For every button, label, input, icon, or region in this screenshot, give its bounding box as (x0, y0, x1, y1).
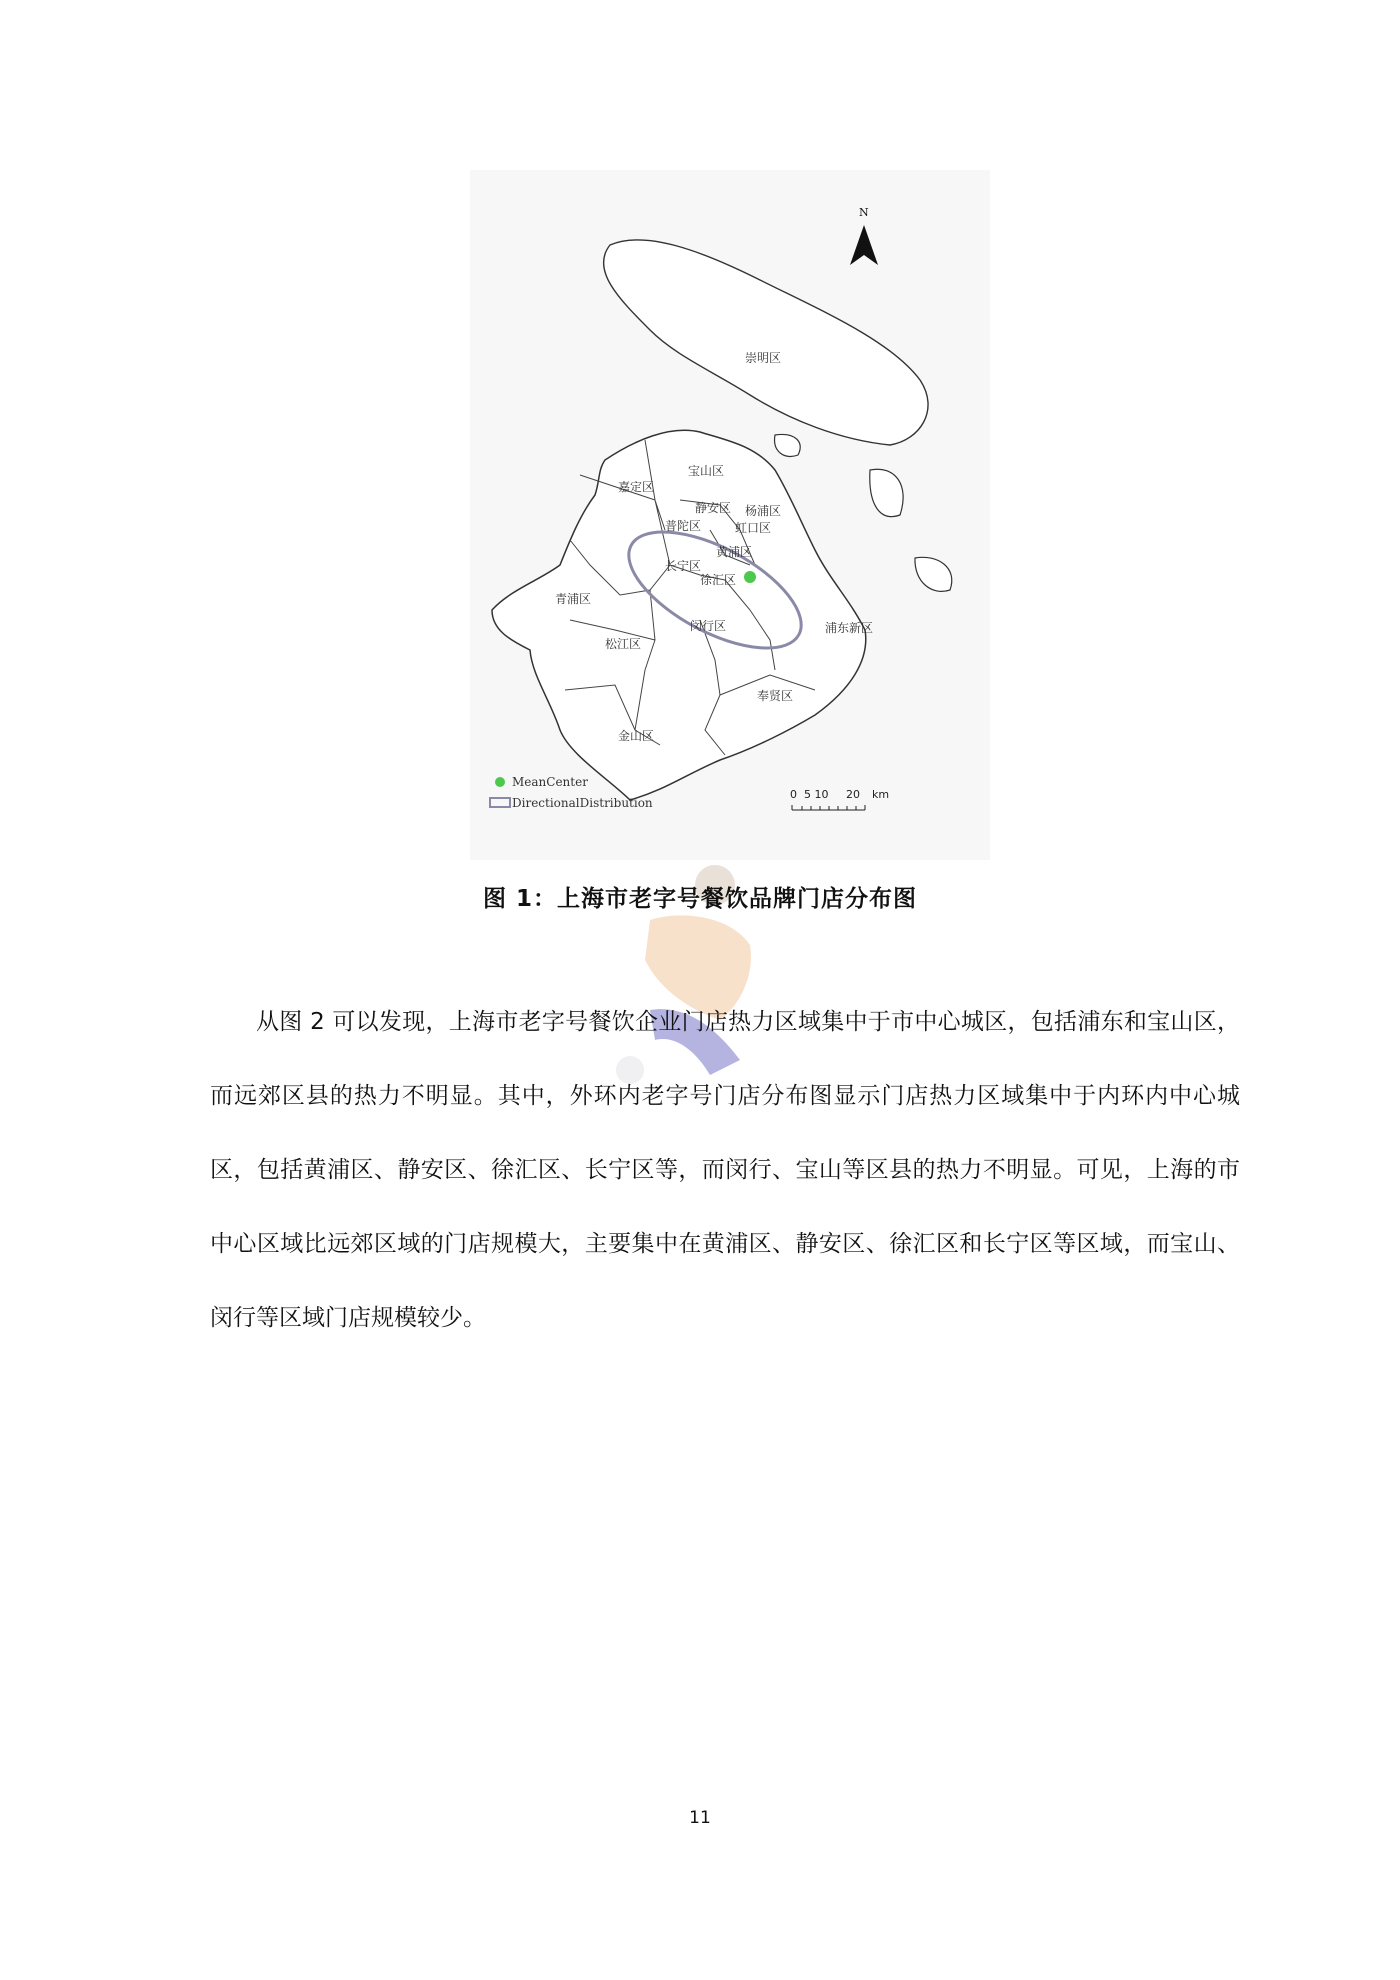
body-text (210, 985, 1240, 1355)
label-yangpu: 杨浦区 (745, 504, 782, 518)
north-label: N (859, 206, 869, 219)
legend-directional: DirectionalDistribution (512, 796, 653, 810)
label-minhang: 闵行区 (690, 619, 727, 633)
map-figure (470, 170, 990, 860)
paragraph: 从图 2 可以发现，上海市老字号餐饮企业门店热力区域集中于市中心城区，包括浦东和宝山区，而远郊区县的热力不明显。其中，外环内老字号门店分布图显示门店热力区域集中于内环内中心城区，包括黄浦区、静安区、徐汇区、长宁区等，而闵行、宝山等区县的热力不明显。可见，上海的市中心区域比远郊区域的门店规模大，主要集中在黄浦区、静安区、徐汇区和长宁区等区域，而宝山、闵行等区域门店规模较少。 (210, 1009, 1240, 1331)
scale-ticks: 0 5 10 20 (790, 788, 860, 801)
chongming-island (604, 240, 929, 445)
label-fengxian: 奉贤区 (757, 689, 794, 703)
label-xuhui: 徐汇区 (700, 573, 737, 587)
north-arrow (850, 206, 878, 265)
legend-mean-center-marker (495, 777, 505, 787)
label-putuo: 普陀区 (665, 519, 702, 533)
shanghai-map (470, 170, 990, 860)
small-island-2 (870, 469, 903, 516)
label-jinshan: 金山区 (618, 729, 655, 743)
mainland-outline (492, 430, 866, 800)
scale-unit: km (872, 788, 890, 801)
legend-mean-center: MeanCenter (512, 775, 588, 789)
page-number: 11 (689, 1808, 711, 1828)
small-island-1 (775, 434, 801, 456)
legend-ellipse-marker (490, 798, 510, 807)
label-jiading: 嘉定区 (618, 480, 655, 494)
figure-caption: 图 1：上海市老字号餐饮品牌门店分布图 (482, 886, 917, 912)
label-qingpu: 青浦区 (555, 592, 592, 606)
label-songjiang: 松江区 (605, 637, 642, 651)
label-hongkou: 虹口区 (735, 521, 772, 535)
label-baoshan: 宝山区 (688, 464, 725, 478)
label-huangpu: 黄浦区 (716, 545, 753, 559)
small-island-3 (915, 557, 952, 591)
mean-center-point (744, 571, 756, 583)
label-pudong: 浦东新区 (825, 621, 874, 635)
scale-bar (790, 788, 889, 810)
label-jingan: 静安区 (695, 501, 732, 515)
label-changning: 长宁区 (665, 559, 702, 573)
label-chongming: 崇明区 (745, 351, 782, 365)
